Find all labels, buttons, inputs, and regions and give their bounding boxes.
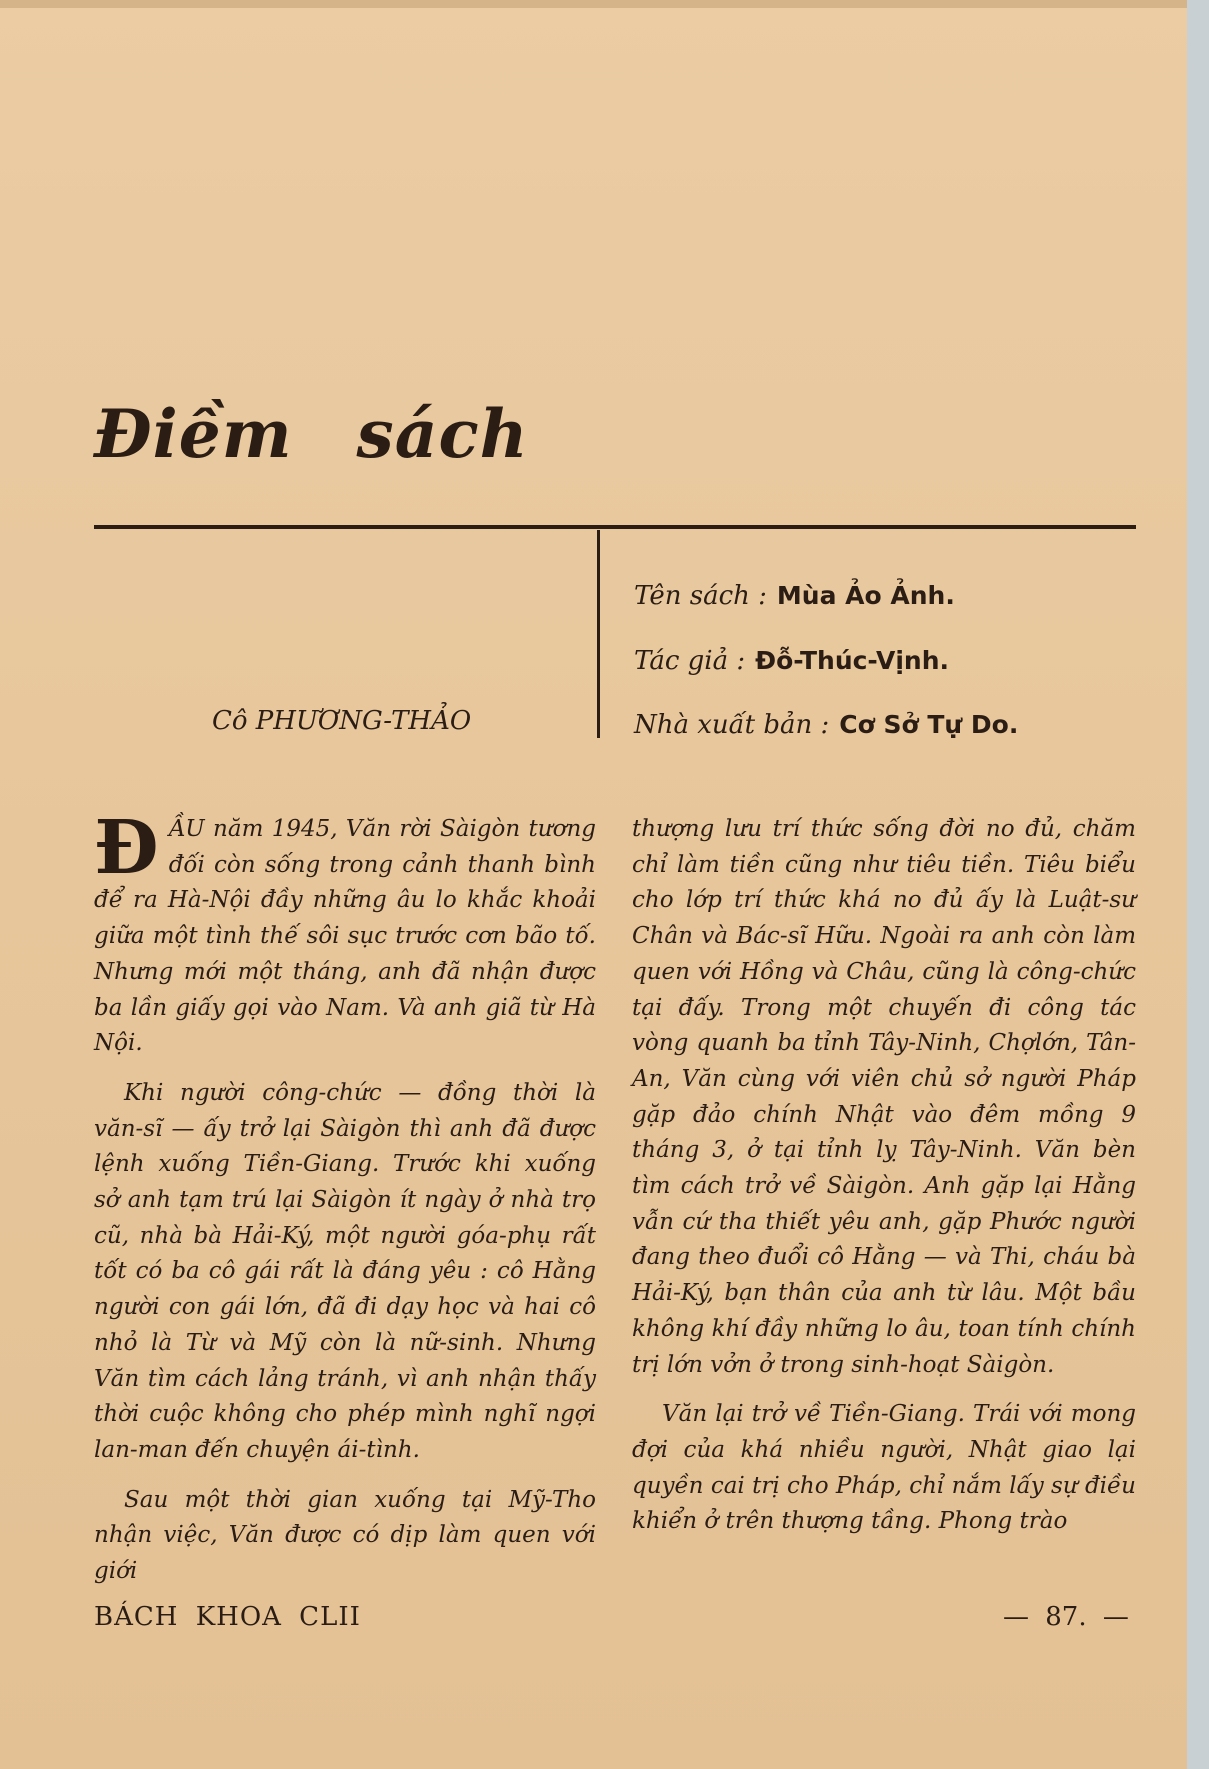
vertical-rule — [597, 530, 600, 738]
magazine-footer: BÁCH KHOA CLII — [94, 1602, 361, 1632]
book-publisher-label: Nhà xuất bản : — [634, 710, 830, 740]
paragraph: Văn lại trở về Tiền-Giang. Trái với mong đợi của khá nhiều người, Nhật giao lại quyền cai trị cho Pháp, chỉ nắm lấy sự điều khiển ở trên thượng tầng. Phong trào — [632, 1401, 1136, 1535]
article-author: Cô PHƯƠNG-THẢO — [212, 706, 472, 736]
page-top-edge — [0, 0, 1209, 8]
body-column-right — [632, 812, 1136, 1554]
paragraph: Khi người công-chức — đồng thời là văn-sĩ — ấy trở lại Sàigòn thì anh đã được lệnh xuống Tiền-Giang. Trước khi xuống sở anh tạm trú lại Sàigòn ít ngày ở nhà trọ cũ, nhà bà Hải-Ký, một người góa-phụ rất tốt có ba cô gái rất là đáng yêu : cô Hằng người con gái lớn, đã đi dạy học và hai cô nhỏ là Từ và Mỹ còn là nữ-sinh. Nhưng Văn tìm cách lảng tránh, vì anh nhận thấy thời cuộc không cho phép mình nghĩ ngợi lan-man đến chuyện ái-tình. — [94, 1079, 596, 1463]
page-number: — 87. — — [1003, 1602, 1129, 1632]
paragraph: Sau một thời gian xuống tại Mỹ-Tho nhận việc, Văn được có dịp làm quen với giới — [94, 1486, 596, 1585]
body-column-left — [94, 805, 596, 1604]
book-publisher-value: Cơ Sở Tự Do. — [839, 710, 1019, 739]
book-author-value: Đỗ-Thúc-Vịnh. — [755, 646, 950, 675]
book-title-line — [634, 581, 955, 611]
book-author-line — [634, 646, 949, 676]
paragraph: thượng lưu trí thức sống đời no đủ, chăm chỉ làm tiền cũng như tiêu tiền. Tiêu biểu cho lớp trí thức khá no đủ ấy là Luật-sư Chân và Bác-sĩ Hữu. Ngoài ra anh còn làm quen với Hồng và Châu, cũng là công-chức tại đấy. Trong một chuyến đi công tác vòng quanh ba tỉnh Tây-Ninh, Chợlớn, Tân-An, Văn cùng với viên chủ sở người Pháp gặp đảo chính Nhật vào đêm mồng 9 tháng 3, ở tại tỉnh lỵ Tây-Ninh. Văn bèn tìm cách trở về Sàigòn. Anh gặp lại Hằng vẫn cứ tha thiết yêu anh, gặp Phước người đang theo đuổi cô Hằng — và Thi, cháu bà Hải-Ký, bạn thân của anh từ lâu. Một bầu không khí đầy những lo âu, toan tính chính trị lớn vởn ở trong sinh-hoạt Sàigòn. — [632, 816, 1136, 1378]
paragraph: ĐẦU năm 1945, Văn rời Sàigòn tương đối còn sống trong cảnh thanh bình để ra Hà-Nội đầy những âu lo khắc khoải giữa một tình thế sôi sục trước cơn bão tố. Nhưng mới một tháng, anh đã nhận được ba lần giấy gọi vào Nam. Và anh giã từ Hà Nội. — [94, 805, 596, 1057]
book-publisher-line — [634, 710, 1018, 740]
book-title-label: Tên sách : — [634, 581, 767, 611]
drop-cap: Đ — [94, 805, 159, 891]
book-author-label: Tác giả : — [634, 646, 746, 676]
horizontal-rule — [94, 525, 1136, 529]
section-heading: Điềm sách — [94, 395, 529, 473]
book-title-value: Mùa Ảo Ảnh. — [776, 581, 955, 610]
page-right-edge — [1187, 0, 1209, 1769]
